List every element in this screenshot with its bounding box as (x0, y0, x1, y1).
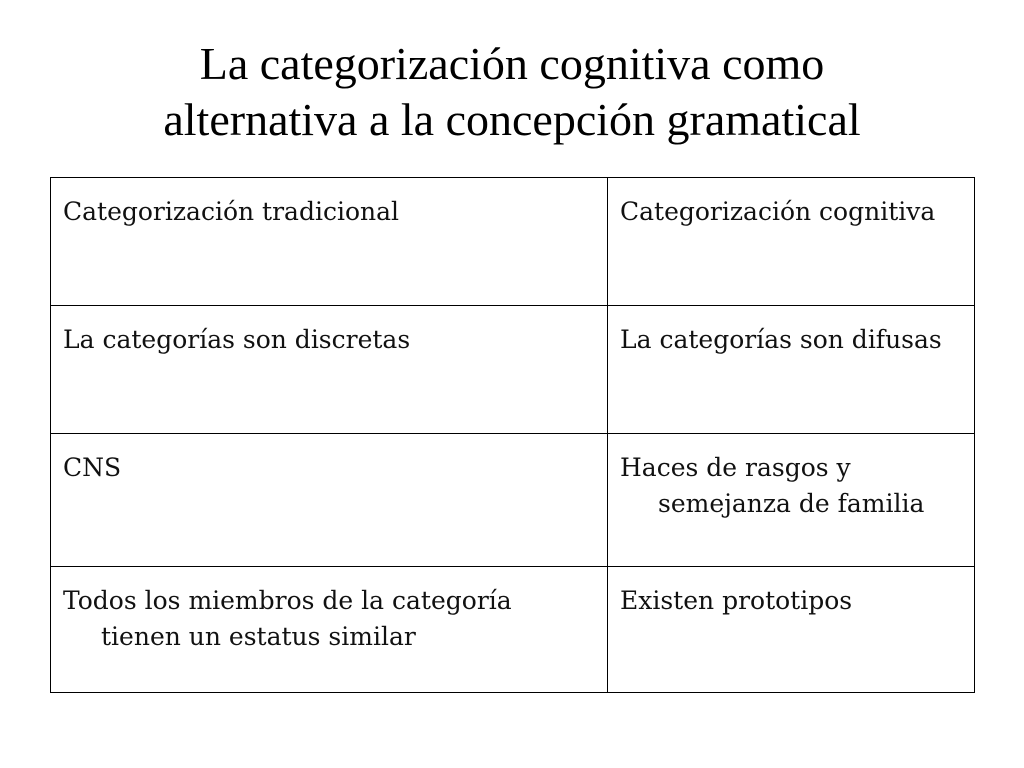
table-cell-left (51, 178, 608, 306)
table-cell-left (51, 567, 608, 693)
table-cell-right (608, 178, 975, 306)
slide-title-line-1: La categorización cognitiva como (199, 38, 825, 89)
comparison-table (50, 177, 975, 693)
table-row (51, 434, 975, 567)
cell-text: Todos los miembros de la categoría tienen un estatus similar (63, 586, 512, 651)
cell-text: Existen prototipos (620, 586, 853, 615)
cell-text: Categorización tradicional (63, 197, 399, 226)
slide-title (40, 36, 984, 148)
slide-title-line-2: alternativa a la concepción gramatical (163, 94, 861, 145)
cell-text: La categorías son discretas (63, 325, 411, 354)
table-row (51, 306, 975, 434)
table-cell-right (608, 306, 975, 434)
cell-text: Categorización cognitiva (620, 197, 936, 226)
table-cell-right (608, 434, 975, 567)
table-cell-right (608, 567, 975, 693)
cell-text: CNS (63, 453, 122, 482)
table-cell-left (51, 434, 608, 567)
table-row (51, 567, 975, 693)
table-row (51, 178, 975, 306)
table-cell-left (51, 306, 608, 434)
cell-text: Haces de rasgos y semejanza de familia (620, 453, 925, 518)
cell-text: La categorías son difusas (620, 325, 942, 354)
